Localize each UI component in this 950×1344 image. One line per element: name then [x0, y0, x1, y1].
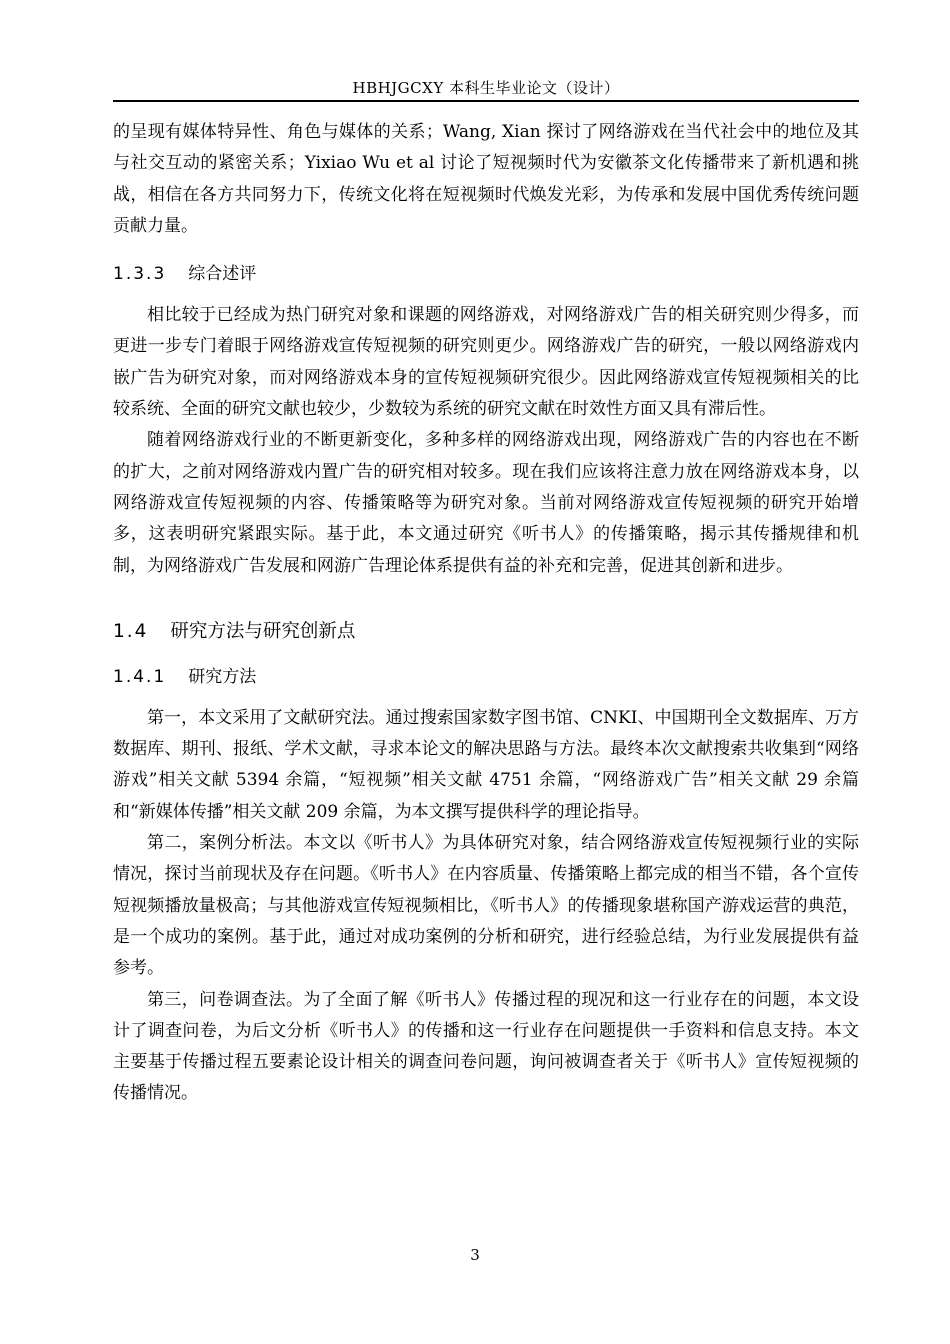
section-number: 1.3.3 — [113, 264, 167, 285]
intro-paragraph: 的呈现有媒体特异性、角色与媒体的关系；Wang, Xian 探讨了网络游戏在当代社会中的地位及其与社交互动的紧密关系；Yixiao Wu et al 讨论了短视频时代为安徽茶文化传播带来了新机遇和挑战，相信在各方共同努力下，传统文化将在短视频时代焕发光彩，为传承和发展中国优秀传统问题贡献力量。 — [113, 122, 859, 236]
section-number: 1.4.1 — [113, 666, 167, 687]
body-paragraph: 第二，案例分析法。本文以《听书人》为具体研究对象，结合网络游戏宣传短视频行业的实际情况，探讨当前现状及存在问题。《听书人》在内容质量、传播策略上都完成的相当不错，各个宣传短视频播放量极高；与其他游戏宣传短视频相比，《听书人》的传播现象堪称国产游戏运营的典范，是一个成功的案例。基于此，通过对成功案例的分析和研究，进行经验总结，为行业发展提供有益参考。 — [113, 833, 859, 979]
section-heading-1-4 — [113, 618, 859, 646]
section-number: 1.4 — [113, 620, 149, 642]
section-title: 研究方法与研究创新点 — [170, 620, 356, 642]
body-paragraph: 第一，本文采用了文献研究法。通过搜索国家数字图书馆、CNKI、中国期刊全文数据库、万方数据库、期刊、报纸、学术文献，寻求本论文的解决思路与方法。最终本次文献搜索共收集到“网络游戏”相关文献 5394 余篇，“短视频”相关文献 4751 余篇，“网络游戏广告”相关文献 29 余篇和“新媒体传播”相关文献 209 余篇，为本文撰写提供科学的理论指导。 — [113, 707, 859, 822]
body-paragraph: 随着网络游戏行业的不断更新变化，多种多样的网络游戏出现，网络游戏广告的内容也在不断的扩大，之前对网络游戏内置广告的研究相对较多。现在我们应该将注意力放在网络游戏本身，以网络游戏宣传短视频的内容、传播策略等为研究对象。当前对网络游戏宣传短视频的研究开始增多，这表明研究紧跟实际。基于此，本文通过研究《听书人》的传播策略，揭示其传播规律和机制，为网络游戏广告发展和网游广告理论体系提供有益的补充和完善，促进其创新和进步。 — [113, 430, 859, 576]
section-title: 研究方法 — [188, 666, 257, 687]
body-paragraph: 相比较于已经成为热门研究对象和课题的网络游戏，对网络游戏广告的相关研究则少得多，而更进一步专门着眼于网络游戏宣传短视频的研究则更少。网络游戏广告的研究，一般以网络游戏内嵌广告为研究对象，而对网络游戏本身的宣传短视频研究很少。因此网络游戏宣传短视频相关的比较系统、全面的研究文献也较少，少数较为系统的研究文献在时效性方面又具有滞后性。 — [113, 305, 859, 420]
page-number: 3 — [470, 1246, 480, 1264]
body-paragraph: 第三，问卷调查法。为了全面了解《听书人》传播过程的现况和这一行业存在的问题，本文设计了调查问卷，为后文分析《听书人》的传播和这一行业存在问题提供一手资料和信息支持。本文主要基于传播过程五要素论设计相关的调查问卷问题，询问被调查者关于《听书人》宣传短视频的传播情况。 — [113, 989, 859, 1104]
header-divider — [113, 100, 859, 102]
section-title: 综合述评 — [188, 264, 257, 285]
section-heading-1-4-1 — [113, 664, 859, 690]
running-header: HBHJGCXY 本科生毕业论文（设计） — [352, 79, 620, 97]
page-body — [113, 117, 859, 1110]
section-heading-1-3-3 — [113, 261, 859, 287]
